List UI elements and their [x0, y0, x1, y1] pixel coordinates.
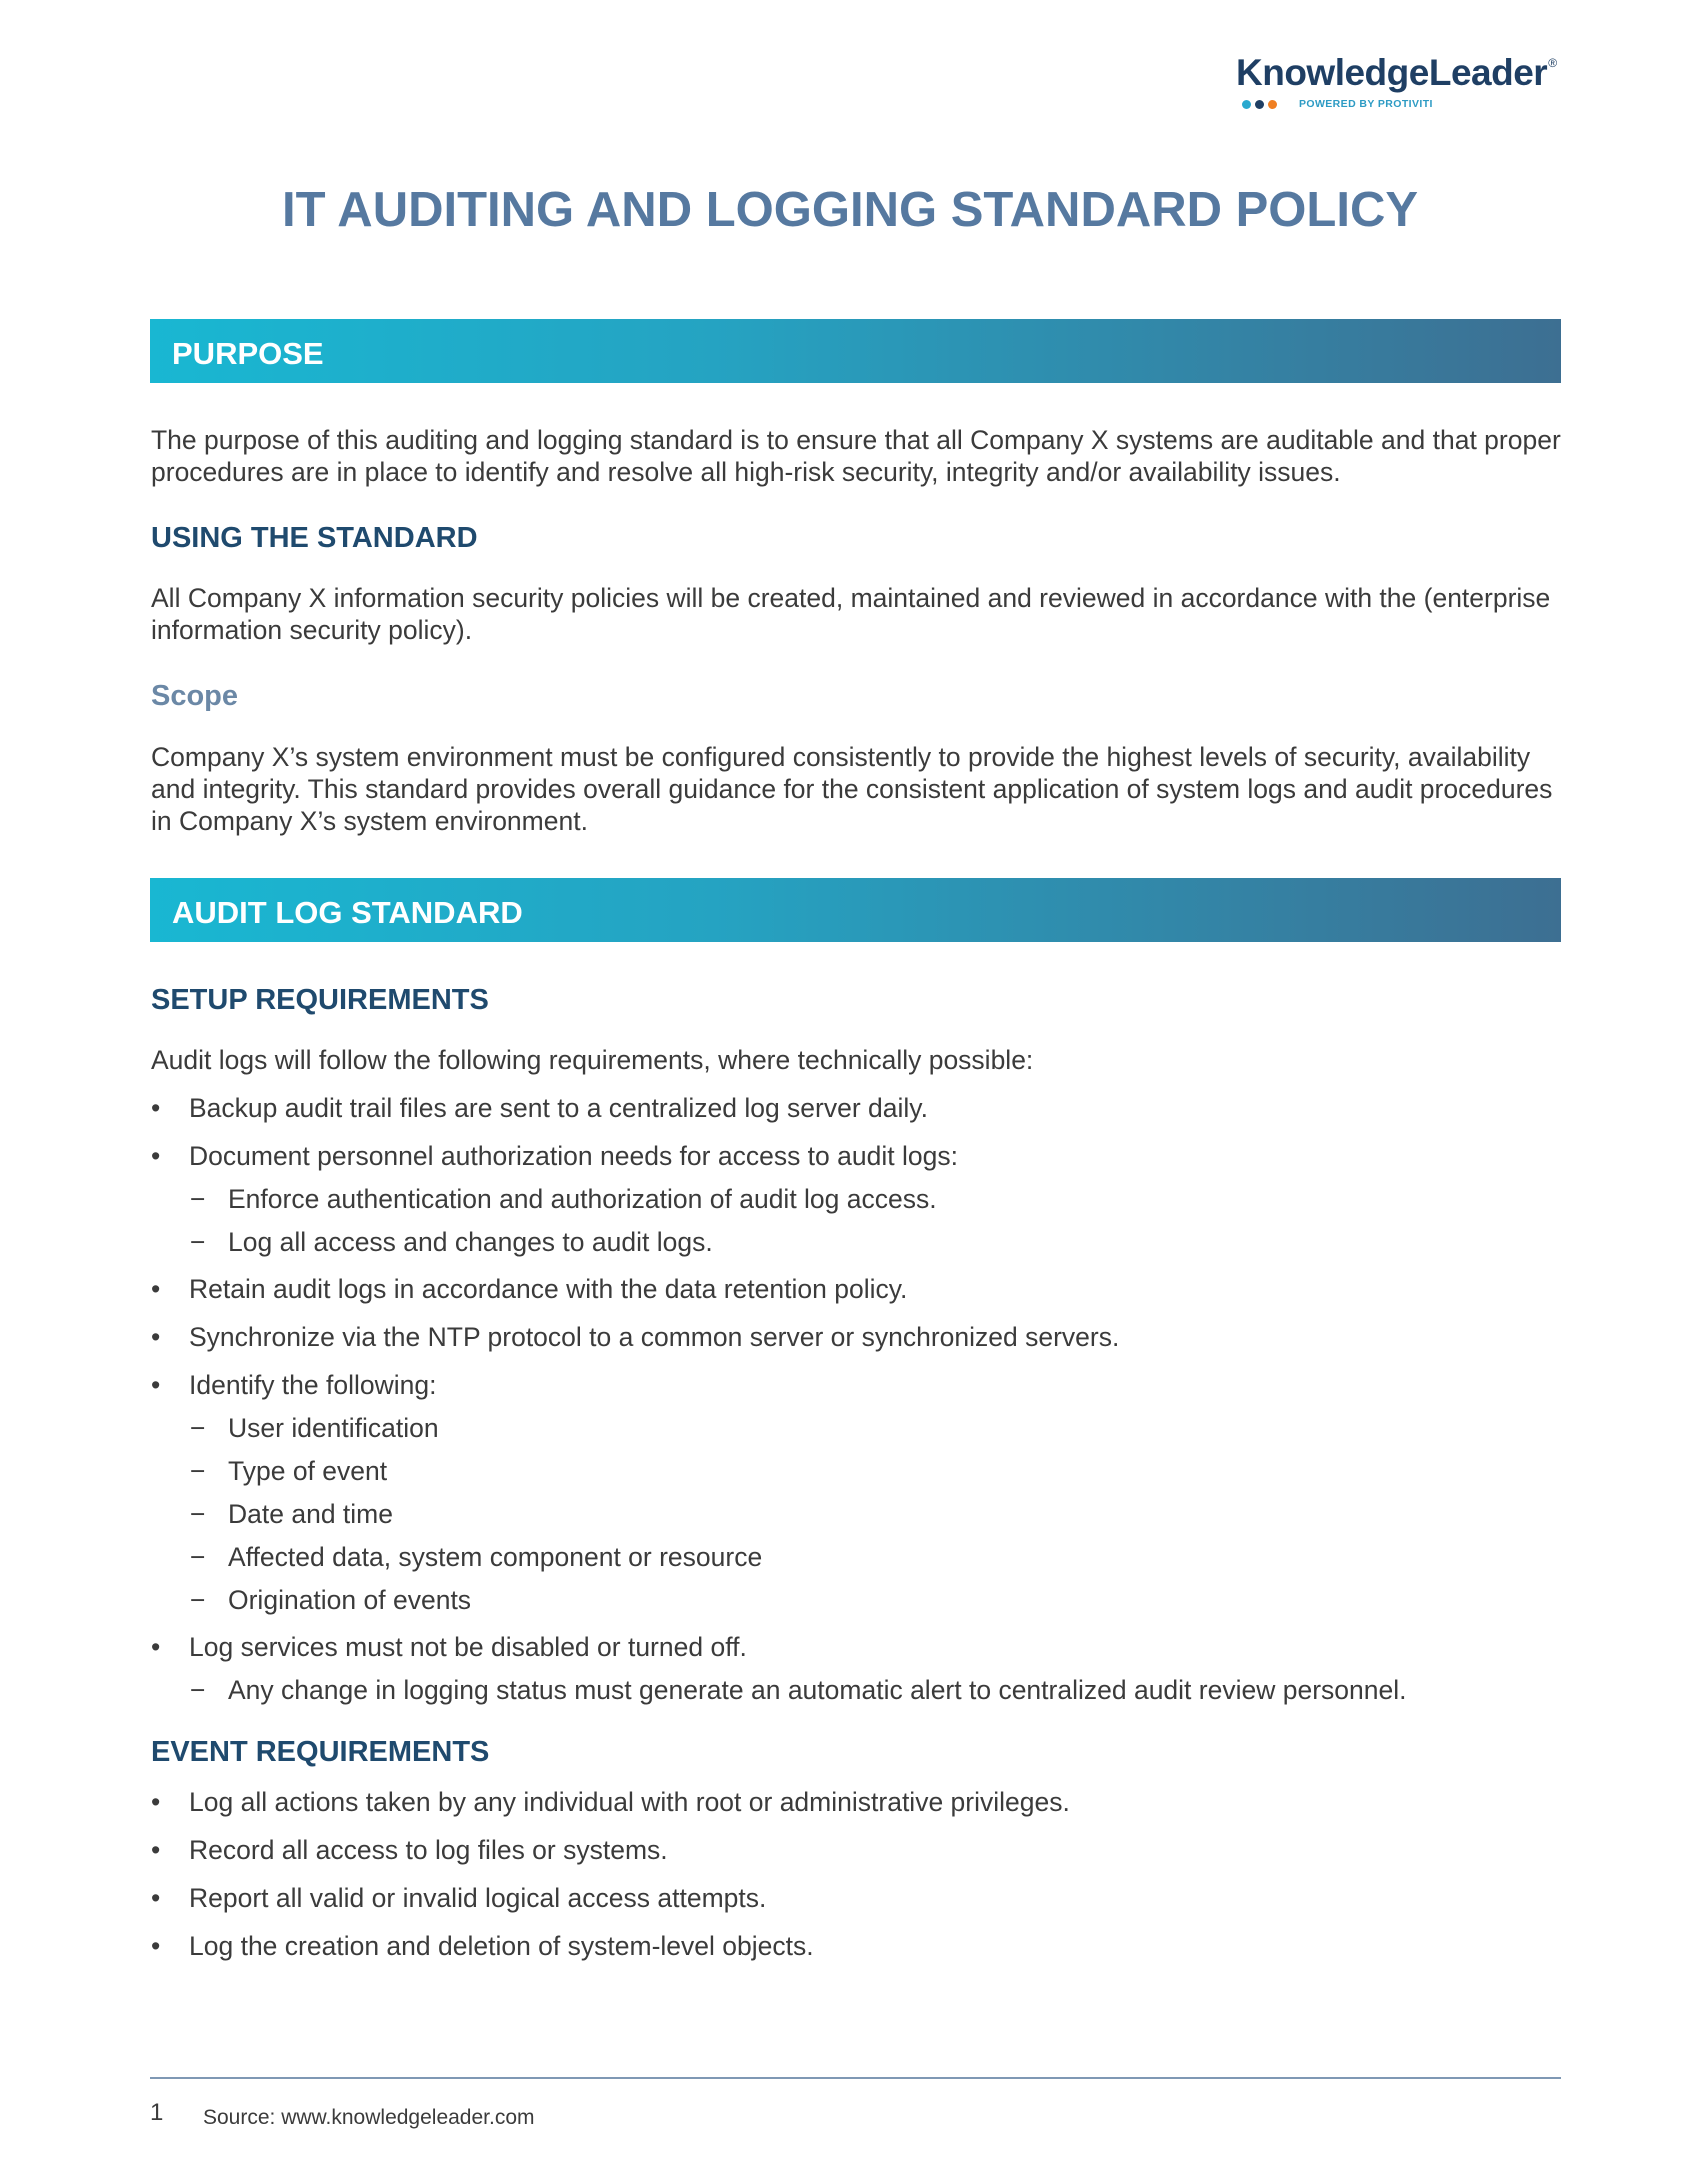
knowledgeleader-logo — [1236, 52, 1566, 110]
heading-scope: Scope — [151, 680, 239, 712]
logo-wordmark: KnowledgeLeader® — [1236, 52, 1557, 93]
section-banner-purpose — [150, 319, 1561, 383]
footer-divider — [150, 2077, 1561, 2079]
page-title: IT AUDITING AND LOGGING STANDARD POLICY — [281, 183, 1419, 237]
page-number: 1 — [150, 2099, 164, 2126]
heading-using-the-standard: USING THE STANDARD — [151, 522, 478, 554]
banner-label: PURPOSE — [172, 336, 324, 371]
purpose-paragraph: The purpose of this auditing and logging standard is to ensure that all Company X systems are auditable and that proper procedures are in place to identify and resolve all high-risk security, integrity and/or availability issues. — [151, 425, 1561, 487]
banner-label: AUDIT LOG STANDARD — [172, 895, 523, 930]
using-paragraph: All Company X information security policies will be created, maintained and reviewed in accordance with the (enterprise information security policy). — [151, 583, 1551, 645]
scope-paragraph: Company X’s system environment must be configured consistently to provide the highest levels of security, availability and integrity. This standard provides overall guidance for the consistent application of system logs and audit procedures in Company X’s system environment. — [151, 742, 1553, 836]
setup-intro: Audit logs will follow the following requirements, where technically possible: — [151, 1045, 1034, 1075]
source-link[interactable]: Source: www.knowledgeleader.com — [203, 2106, 535, 2129]
heading-setup-requirements: SETUP REQUIREMENTS — [151, 984, 489, 1016]
logo-dots-icon — [1242, 100, 1277, 109]
logo-tagline: POWERED BY PROTIVITI — [1299, 98, 1433, 110]
heading-event-requirements: EVENT REQUIREMENTS — [151, 1736, 490, 1768]
section-banner-audit-log-standard — [150, 878, 1561, 942]
